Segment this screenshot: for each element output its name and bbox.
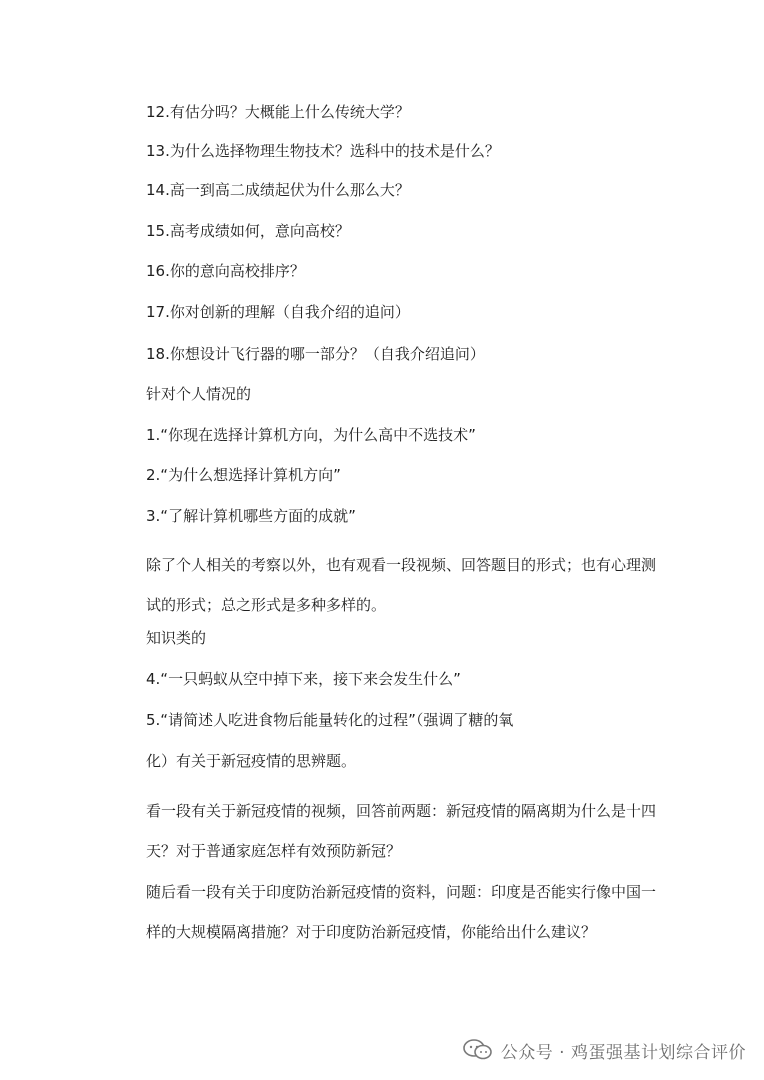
question-12: 12.有估分吗？大概能上什么传统大学？ [146,103,410,121]
personal-item-2: 2.“为什么想选择计算机方向” [146,466,341,484]
knowledge-item-4: 4.“一只蚂蚁从空中掉下来，接下来会发生什么” [146,670,461,688]
paragraph-video: 看一段有关于新冠疫情的视频，回答前两题：新冠疫情的隔离期为什么是十四天？对于普通家庭怎样有效预防新冠？ [146,802,657,860]
section-heading-knowledge: 知识类的 [146,629,207,647]
personal-item-1: 1.“你现在选择计算机方向，为什么高中不选技术” [146,426,476,444]
section-heading-personal: 针对个人情况的 [146,385,252,403]
question-13: 13.为什么选择物理生物技术？选科中的技术是什么？ [146,142,500,160]
knowledge-item-5: 5.“请简述人吃进食物后能量转化的过程”（强调了糖的氧 [146,711,514,729]
question-18: 18.你想设计飞行器的哪一部分？（自我介绍追问） [146,345,485,363]
personal-item-3: 3.“了解计算机哪些方面的成就” [146,507,356,525]
paragraph-india: 随后看一段有关于印度防治新冠疫情的资料，问题：印度是否能实行像中国一样的大规模隔离措施？对于印度防治新冠疫情，你能给出什么建议？ [146,883,657,941]
question-17: 17.你对创新的理解（自我介绍的追问） [146,303,410,321]
question-14: 14.高一到高二成绩起伏为什么那么大？ [146,181,410,199]
watermark-text: 公众号 · 鸡蛋强基计划综合评价 [500,1042,746,1063]
question-16: 16.你的意向高校排序？ [146,262,305,280]
question-15: 15.高考成绩如何，意向高校？ [146,222,350,240]
watermark [463,1038,746,1062]
paragraph-forms: 除了个人相关的考察以外，也有观看一段视频、回答题目的形式；也有心理测试的形式；总之形式是多种多样的。 [146,556,657,614]
wechat-icon [463,1039,493,1061]
knowledge-item-5-continued: 化）有关于新冠疫情的思辨题。 [146,752,357,770]
